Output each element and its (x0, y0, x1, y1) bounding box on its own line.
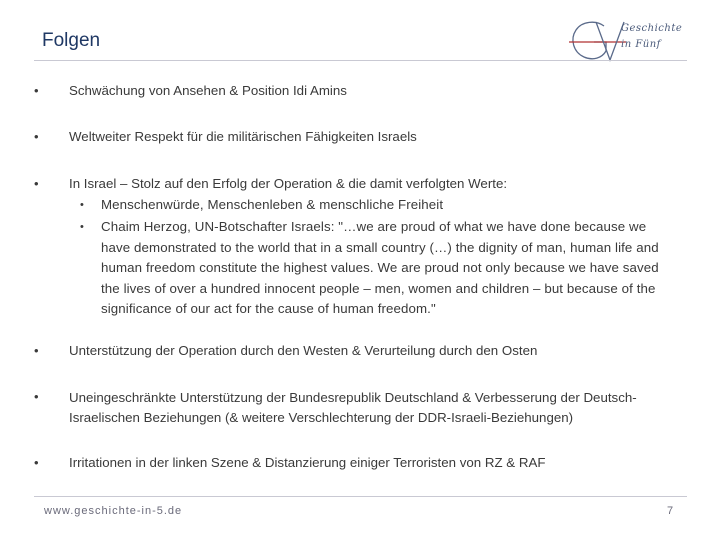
bullet-icon: • (34, 83, 39, 98)
list-item-text: Irritationen in der linken Szene & Distanzierung einiger Terroristen von RZ & RAF (69, 455, 546, 470)
bullet-icon: • (34, 129, 39, 144)
bullet-icon: • (80, 199, 84, 211)
page-number: 7 (667, 505, 674, 517)
list-item-text: Schwächung von Ansehen & Position Idi Amins (69, 83, 347, 98)
list-item-text: Uneingeschränkte Unterstützung der Bundesrepublik Deutschland & Verbesserung der Deutsch-Israelischen Beziehungen (& weitere Verschlechterung der DDR-Israeli-Beziehungen) (69, 390, 637, 425)
list-item-text: Weltweiter Respekt für die militärischen Fähigkeiten Israels (69, 129, 417, 144)
sub-list-item-text: Menschenwürde, Menschenleben & menschliche Freiheit (101, 197, 444, 212)
footer-divider (34, 496, 687, 497)
footer-url: www.geschichte-in-5.de (44, 505, 183, 517)
list-item-text: Unterstützung der Operation durch den Westen & Verurteilung durch den Osten (69, 343, 538, 358)
list-item-text: In Israel – Stolz auf den Erfolg der Operation & die damit verfolgten Werte: (69, 176, 508, 191)
bullet-icon: • (34, 343, 39, 358)
bullet-icon: • (34, 455, 39, 470)
quote-text: Chaim Herzog, UN-Botschafter Israels: "…we are proud of what we have done because we have demonstrated to the world that in a small country (…) the dignity of man, human life and human freedom constitute the highest values. We are proud not only because we have saved the lives of over a hundred innocent people – men, women and children – but because of the significance of our act for the cause of human freedom." (101, 219, 659, 316)
slide-title: Folgen (42, 30, 101, 51)
bullet-icon: • (34, 176, 39, 191)
bullet-icon: • (34, 389, 39, 404)
logo-text-line2: in Fünf (621, 39, 661, 50)
logo-text-line1: Geschichte (621, 23, 683, 34)
bullet-icon: • (80, 221, 84, 233)
